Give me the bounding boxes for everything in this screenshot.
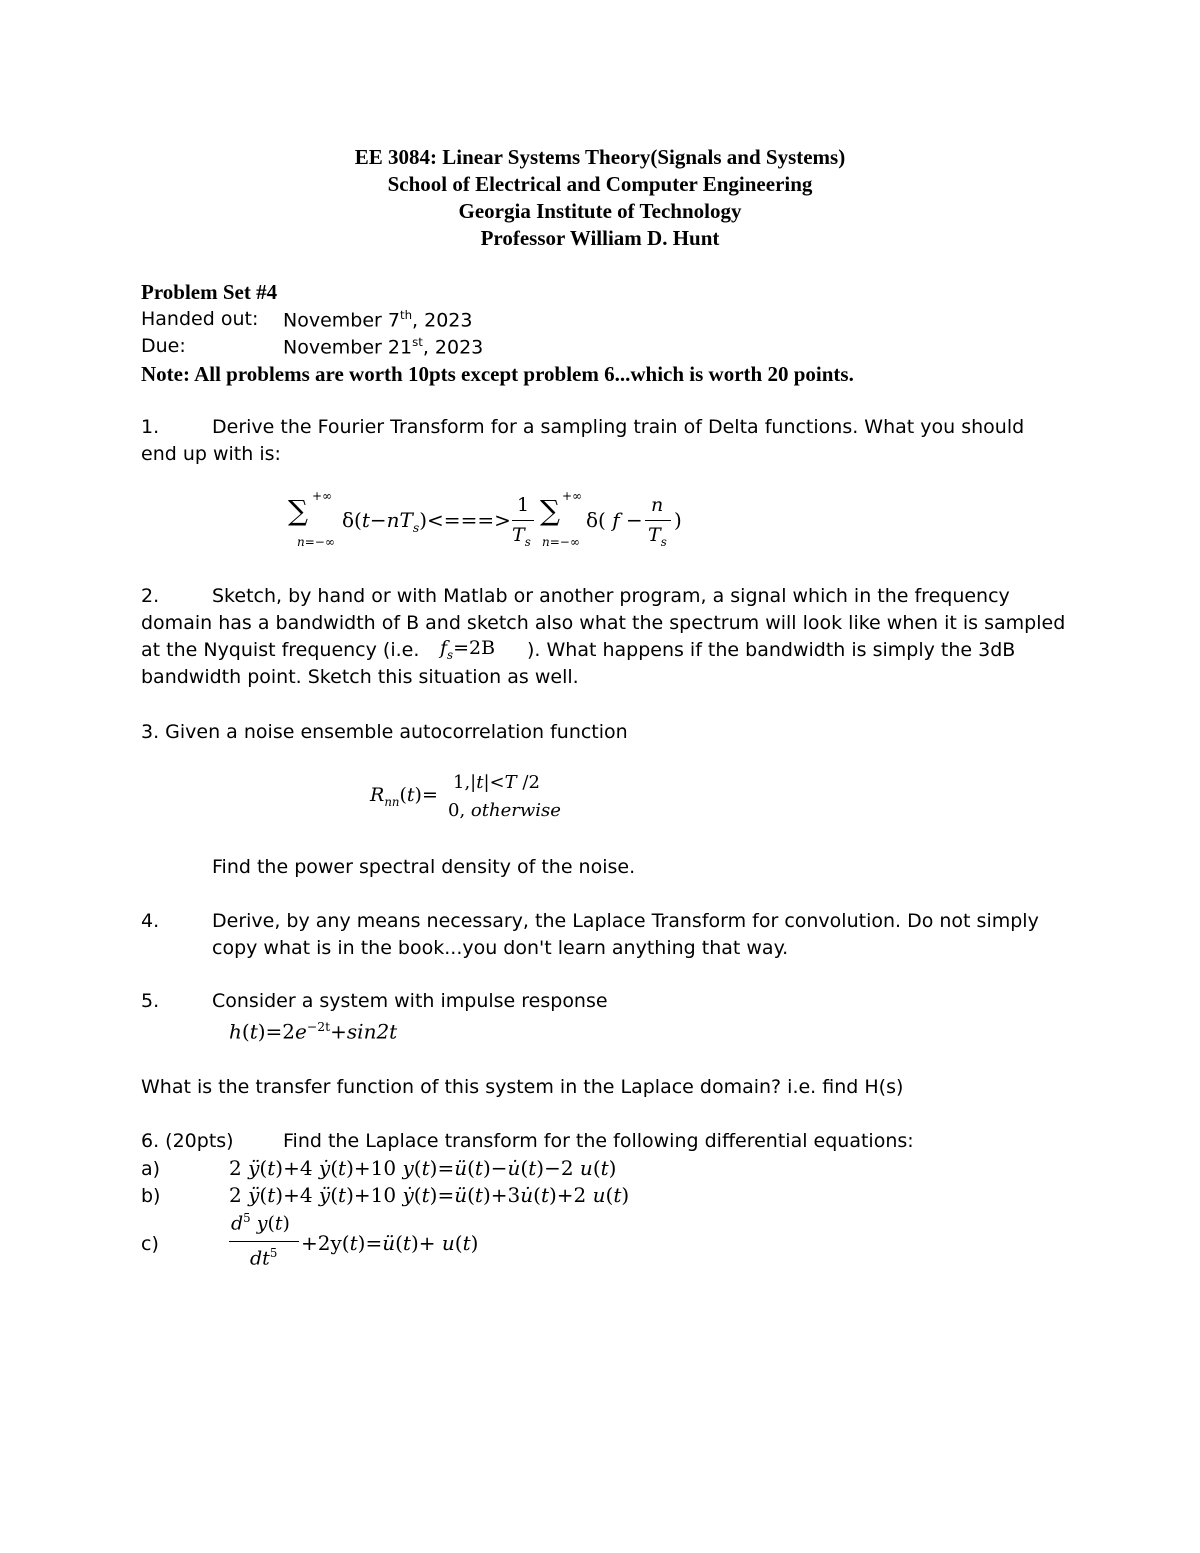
problem-3-text: 3. Given a noise ensemble autocorrelation function (141, 721, 628, 743)
problem-1-text: Derive the Fourier Transform for a sampling train of Delta functions. What you should (212, 416, 1025, 438)
problem-1-text-cont: end up with is: (141, 443, 281, 465)
problem-2-text: Sketch, by hand or with Matlab or another program, a signal which in the frequency (212, 585, 1010, 607)
problem-set-title: Problem Set #4 (141, 280, 278, 304)
problem-6-number: 6. (20pts) (141, 1130, 234, 1152)
problem-4-text-cont: copy what is in the book...you don't learn anything that way. (212, 937, 789, 959)
problem-6c-label: c) (141, 1233, 159, 1255)
problem-5-text: Consider a system with impulse response (212, 990, 608, 1012)
course-title: EE 3084: Linear Systems Theory(Signals and Systems) (354, 145, 846, 169)
problem-6a-label: a) (141, 1158, 161, 1180)
handed-out-label: Handed out: (141, 308, 259, 330)
school-name: School of Electrical and Computer Engineering (387, 172, 813, 196)
handed-out-date: November 7th, 2023 (283, 308, 473, 332)
problem-6-text: Find the Laplace transform for the following differential equations: (283, 1130, 914, 1152)
document-page: EE 3084: Linear Systems Theory(Signals and Systems) School of Electrical and Computer Engineering Georgia Institute of Technology Professor William D. Hunt Problem Set #4 Handed out: November 7th, 2023 Due: November 21st, 2023 Note: All problems are worth 10pts except problem 6...which is worth 20 points. 1. Derive the Fourier Transform for a sampling train of Delta functions. What you should end up with is: ∑ +∞ n=−∞ $\delta(t-nT_s)<===>$ 1 $T_s$ ∑ +∞ n=−∞ δ( f − n $T_s$ ) 2. Sketch, by hand or with Matlab or another program, a signal which in the frequency domain has a bandwidth of B and sketch also what the spectrum will look like when it is sampled at the Nyquist frequency (i.e. $f_s=2B$ ). What happens if the bandwidth is simply the 3dB bandwidth point. Sketch this situation as well. 3. Given a noise ensemble autocorrelation function $R_{nn}(t)=$ 1,|t|<T /2 0, otherwise Find the power spectral density of the noise. 4. Derive, by any means necessary, the Laplace Transform for convolution. Do not simply copy what is in the book...you don't learn anything that way. 5. Consider a system with impulse response $h(t)=2e^{-2t}+\sin 2t$ What is the transfer function of this system in the Laplace domain? i.e. find H(s) 6. (20pts) Find the Laplace transform for the following differential equations: a) 2 ÿ(t)+4 ẏ(t)+10 y(t)=ü(t)−u̇(t)−2 u(t) b) 2 ÿ(t)+4 ÿ(t)+10 ẏ(t)=ü(t)+3u̇(t)+2 u(t) c) $d^5$ y(t) $dt^5$ +2y(t)=ü(t)+ u(t) (0, 0, 1200, 1553)
problem-2-text-bandwidth: ). What happens if the bandwidth is simply the 3dB (527, 639, 1016, 661)
problem-2-number: 2. (141, 585, 160, 607)
problem-3-text-cont: Find the power spectral density of the noise. (212, 856, 636, 878)
institute-name: Georgia Institute of Technology (458, 199, 742, 223)
grading-note: Note: All problems are worth 10pts except problem 6...which is worth 20 points. (141, 362, 854, 386)
problem-1-number: 1. (141, 416, 160, 438)
equation-6b: 2 ÿ(t)+4 ÿ(t)+10 ẏ(t)=ü(t)+3u̇(t)+2 u(t) (229, 1183, 630, 1207)
problem-2-text-cont: domain has a bandwidth of B and sketch also what the spectrum will look like when it is sampled (141, 612, 1066, 634)
problem-4-number: 4. (141, 910, 160, 932)
equation-6a: 2 ÿ(t)+4 ẏ(t)+10 y(t)=ü(t)−u̇(t)−2 u(t) (229, 1156, 617, 1180)
due-label: Due: (141, 335, 186, 357)
equation-nyquist: $f_s=2B$ (440, 637, 496, 662)
problem-6b-label: b) (141, 1185, 161, 1207)
problem-5-question: What is the transfer function of this system in the Laplace domain? i.e. find H(s) (141, 1076, 904, 1098)
problem-4-text: Derive, by any means necessary, the Laplace Transform for convolution. Do not simply (212, 910, 1039, 932)
equation-impulse-response: $h(t)=2e^{-2t}+\sin 2t$ (229, 1019, 398, 1044)
problem-5-number: 5. (141, 990, 160, 1012)
professor-name: Professor William D. Hunt (480, 226, 720, 250)
problem-2-text-nyquist: at the Nyquist frequency (i.e. (141, 639, 420, 661)
due-date: November 21st, 2023 (283, 335, 484, 359)
problem-2-text-end: bandwidth point. Sketch this situation as well. (141, 666, 579, 688)
